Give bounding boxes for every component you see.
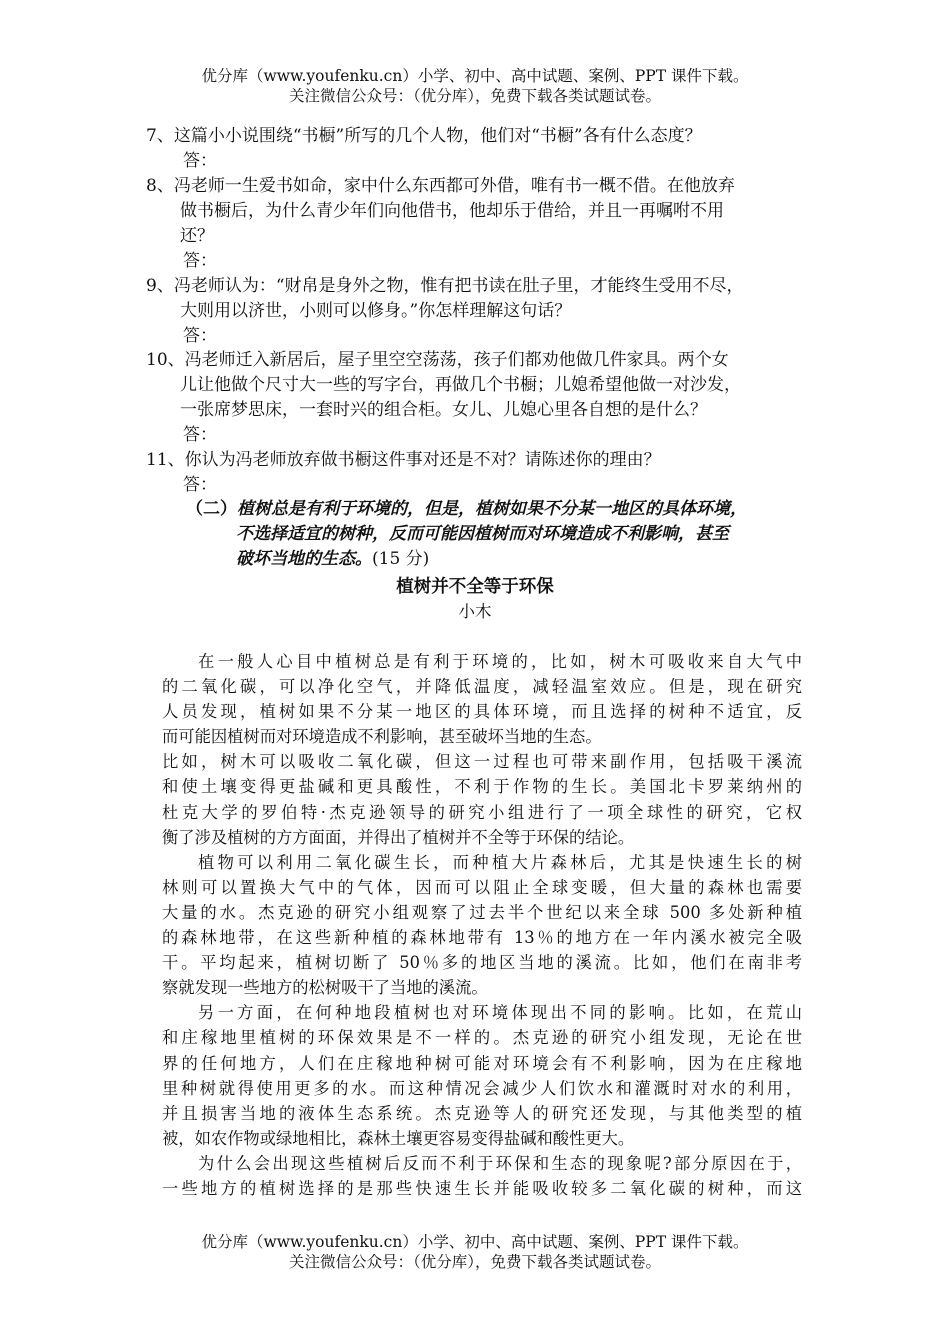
section-number: （二） xyxy=(186,499,237,519)
question-line: 还？ xyxy=(180,226,214,246)
article-title: 植树并不全等于环保 xyxy=(396,577,554,597)
article-line: 比如，树木可以吸收二氧化碳，但这一过程也可带来副作用，包括吸干溪流 xyxy=(162,752,802,772)
header-line-2: 关注微信公众号：（优分库），免费下载各类试题试卷。 xyxy=(288,87,661,105)
article-line: 植物可以利用二氧化碳生长，而种植大片森林后，尤其是快速生长的树 xyxy=(198,852,802,872)
article-line: 并且损害当地的液体生态系统。杰克逊等人的研究还发现，与其他类型的植 xyxy=(162,1103,802,1123)
article-line: 察就发现一些地方的松树吸干了当地的溪流。 xyxy=(162,978,488,998)
section-intro-line: 破坏当地的生态。 xyxy=(236,549,372,569)
footer-line-2: 关注微信公众号：（优分库），免费下载各类试题试卷。 xyxy=(288,1253,661,1271)
article-line: 的森林地带，在这些新种植的森林地带有 13％的地方在一年内溪水被完全吸 xyxy=(162,928,802,948)
question-line: 11、你认为冯老师放弃做书橱这件事对还是不对？请陈述你的理由？ xyxy=(146,450,661,470)
article-line: 被，如农作物或绿地相比，森林土壤更容易变得盐碱和酸性更大。 xyxy=(162,1128,635,1148)
article-line: 干。平均起来，植树切断了 50％多的地区当地的溪流。比如，他们在南非考 xyxy=(162,953,802,973)
article-line: 和使土壤变得更盐碱和更具酸性，不利于作物的生长。美国北卡罗莱纳州的 xyxy=(162,777,802,797)
page-footer xyxy=(0,1232,950,1272)
question-line: 7、这篇小小说围绕“书橱”所写的几个人物，他们对“书橱”各有什么态度？ xyxy=(146,126,702,146)
header-line-1: 优分库（www.youfenku.cn）小学、初中、高中试题、案例、PPT 课件下载。 xyxy=(201,67,749,85)
article-line: 为什么会出现这些植树后反而不利于环保和生态的现象呢?部分原因在于， xyxy=(198,1153,802,1173)
article-line: 大量的水。杰克逊的研究小组观察了过去半个世纪以来全球 500 多处新种植 xyxy=(162,902,802,922)
section-intro-line: 植树总是有利于环境的，但是，植树如果不分某一地区的具体环境， xyxy=(237,499,747,519)
section-score: (15 分) xyxy=(372,549,430,569)
article-line: 和庄稼地里植树的环保效果是不一样的。杰克逊的研究小组发现，无论在世 xyxy=(162,1028,802,1048)
answer-label: 答： xyxy=(183,251,217,271)
article-line: 衡了涉及植树的方方面面，并得出了植树并不全等于环保的结论。 xyxy=(162,827,635,847)
section-2-intro xyxy=(186,497,826,572)
article-line: 在一般人心目中植树总是有利于环境的，比如，树木可吸收来自大气中 xyxy=(198,652,802,671)
section-intro-line: 不选择适宜的树种，反而可能因植树而对环境造成不利影响，甚至 xyxy=(236,524,729,544)
article-line: 另一方面，在何种地段植树也对环境体现出不同的影响。比如，在荒山 xyxy=(198,1003,802,1023)
question-11 xyxy=(146,448,816,498)
answer-label: 答： xyxy=(183,151,217,171)
answer-label: 答： xyxy=(183,326,217,346)
question-line: 一张席梦思床，一套时兴的组合柜。女儿、儿媳心里各自想的是什么？ xyxy=(180,400,707,420)
question-line: 8、冯老师一生爱书如命，家中什么东西都可外借，唯有书一概不借。在他放弃 xyxy=(146,176,735,196)
question-8 xyxy=(146,174,816,274)
article-body xyxy=(162,649,802,1201)
article-author: 小木 xyxy=(458,602,492,621)
question-7 xyxy=(146,124,816,174)
article-line: 人员发现，植树如果不分某一地区的具体环境，而且选择的树种不适宜，反 xyxy=(162,702,802,722)
article-line: 里种树就得使用更多的水。而这种情况会减少人们饮水和灌溉时对水的利用， xyxy=(162,1078,802,1098)
question-line: 做书橱后，为什么青少年们向他借书，他却乐于借给，并且一再嘱咐不用 xyxy=(180,201,724,221)
question-line: 9、冯老师认为：“财帛是身外之物，惟有把书读在肚子里，才能终生受用不尽， xyxy=(146,276,744,296)
answer-label: 答： xyxy=(183,475,217,495)
footer-line-1: 优分库（www.youfenku.cn）小学、初中、高中试题、案例、PPT 课件下载。 xyxy=(201,1233,749,1251)
article-line: 一些地方的植树选择的是那些快速生长并能吸收较多二氧化碳的树种，而这 xyxy=(162,1178,802,1198)
page-header xyxy=(0,66,950,106)
article-line: 林则可以置换大气中的气体，因而可以阻止全球变暖，但大量的森林也需要 xyxy=(162,877,802,897)
question-line: 儿让他做个尺寸大一些的写字台，再做几个书橱；儿媳希望他做一对沙发， xyxy=(180,375,741,395)
article-line: 而可能因植树而对环境造成不利影响，甚至破坏当地的生态。 xyxy=(162,727,602,747)
question-9 xyxy=(146,274,816,349)
answer-label: 答： xyxy=(183,425,217,445)
question-10 xyxy=(146,348,816,448)
article-line: 的二氧化碳，可以净化空气，并降低温度，减轻温室效应。但是，现在研究 xyxy=(162,677,802,697)
question-line: 10、冯老师迁入新居后，屋子里空空荡荡，孩子们都劝他做几件家具。两个女 xyxy=(146,350,729,370)
question-line: 大则用以济世，小则可以修身。”你怎样理解这句话？ xyxy=(180,301,572,321)
article-line: 杜克大学的罗伯特·杰克逊领导的研究小组进行了一项全球性的研究，它权 xyxy=(162,802,802,822)
article-line: 界的任何地方，人们在庄稼地种树可能对环境会有不利影响，因为在庄稼地 xyxy=(162,1053,802,1073)
